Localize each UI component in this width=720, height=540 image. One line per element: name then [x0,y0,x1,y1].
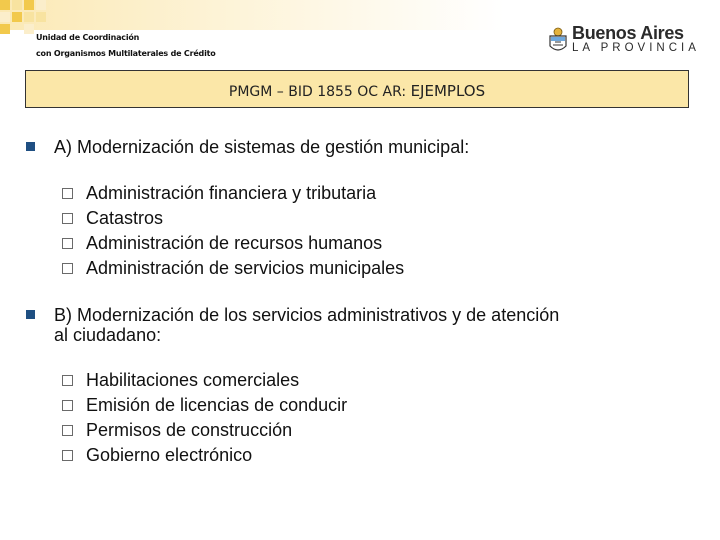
unit-name [36,30,216,62]
checkbox-bullet-icon [62,263,73,274]
checkbox-bullet-icon [62,425,73,436]
checkbox-bullet-icon [62,375,73,386]
section-b-bullet [26,310,35,319]
checkbox-bullet-icon [62,213,73,224]
list-item-label: Administración de recursos humanos [86,233,383,253]
section-b-heading-line2: al ciudadano: [54,325,162,345]
section-a-bullet [26,142,35,151]
province-shield-icon [548,26,568,54]
checkbox-bullet-icon [62,238,73,249]
page-title [26,82,688,100]
list-item-label: Permisos de construcción [86,420,293,440]
unit-name-line1: Unidad de Coordinación [36,33,140,42]
section-a-heading [54,137,469,157]
section-b-heading [54,305,559,345]
list-item-label: Administración financiera y tributaria [86,183,377,203]
title-suffix: EJEMPLOS [410,82,486,100]
checkbox-bullet-icon [62,450,73,461]
checkbox-bullet-icon [62,188,73,199]
list-item-label: Emisión de licencias de conducir [86,395,348,415]
unit-name-line2: con Organismos Multilaterales de Crédito [36,49,216,58]
list-item-label: Administración de servicios municipales [86,258,405,278]
list-item-label: Habilitaciones comerciales [86,370,300,390]
list-item-label: Gobierno electrónico [86,445,253,465]
list-item-label: Catastros [86,208,164,228]
title-banner [25,70,689,108]
logo-subtitle: LA PROVINCIA [572,42,700,54]
logo-title: Buenos Aires [572,23,684,43]
province-logo [548,22,698,58]
checkbox-bullet-icon [62,400,73,411]
section-b-heading-line1: B) Modernización de los servicios administrativos y de atención [54,305,560,325]
title-prefix: PMGM – BID 1855 OC AR: [228,84,411,100]
section-a-heading-line1: A) Modernización de sistemas de gestión municipal: [54,137,470,157]
